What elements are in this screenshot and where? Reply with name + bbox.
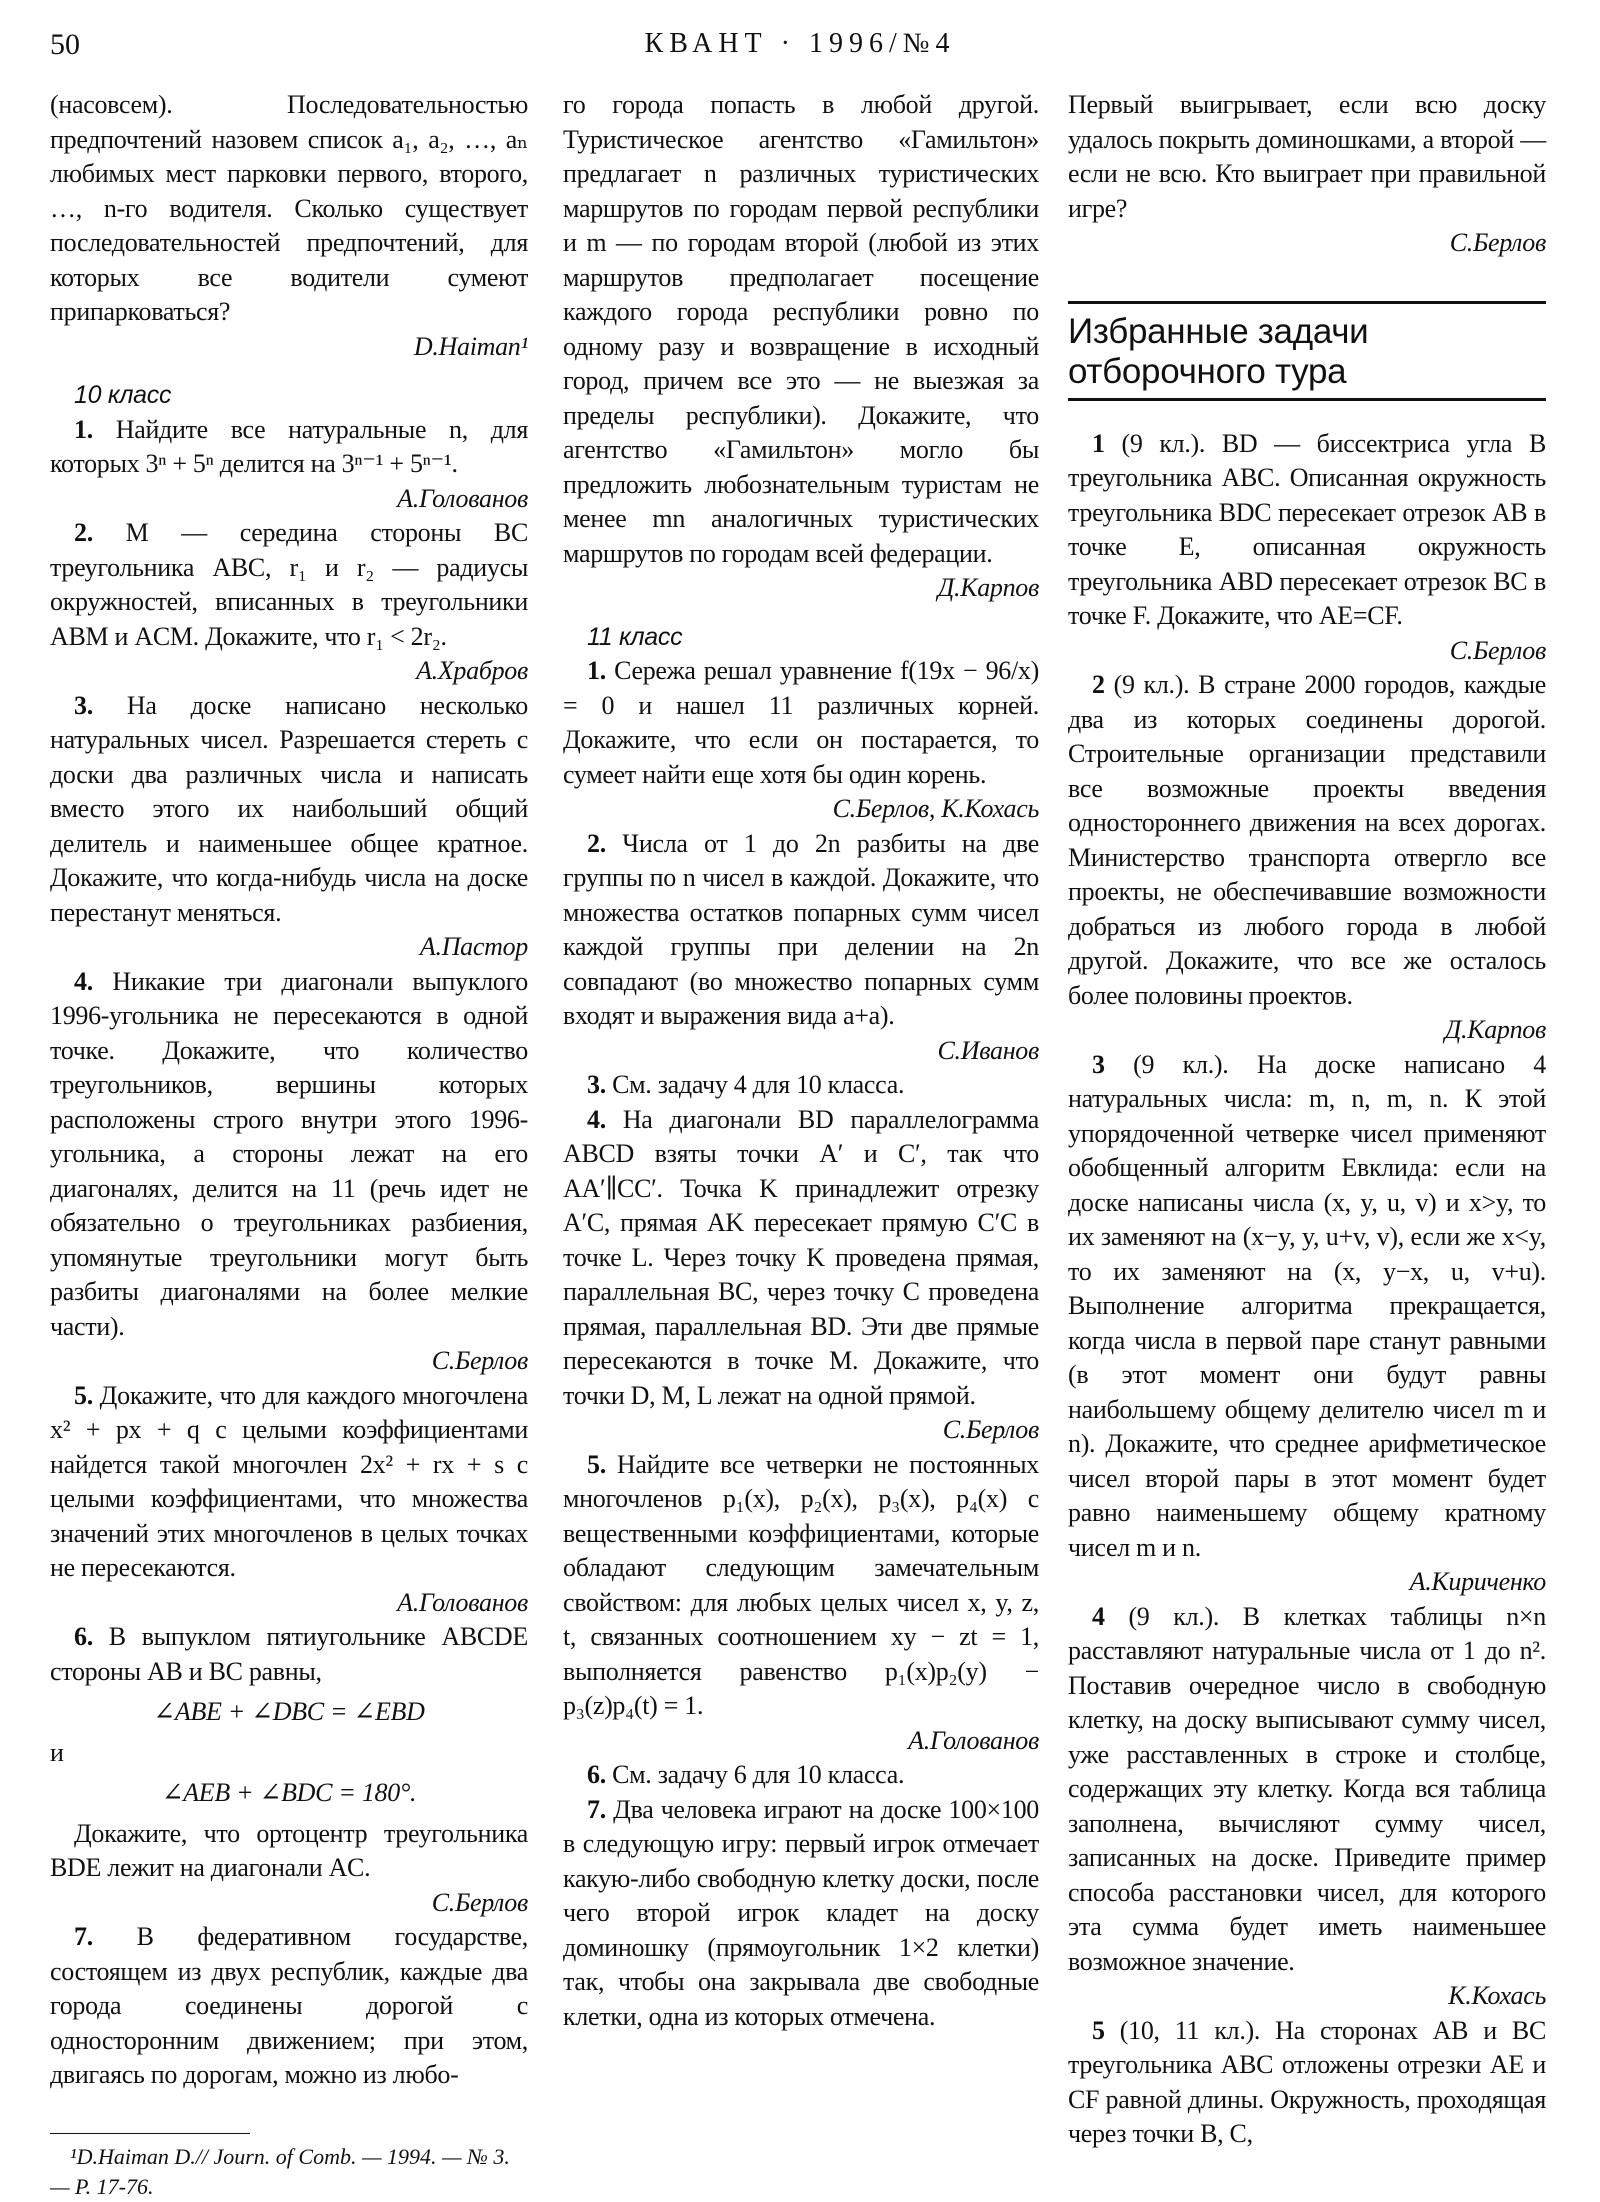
author: К.Кохась	[1448, 1981, 1546, 2010]
problem-text: (насовсем). Последовательностью предпочтений назовем список a₁, a₂, …, aₙ любимых мест парковки первого, второго, …, n-го водителя. Сколько существует последовательностей предпочтений, для которых все водители сумеют припарковаться?	[50, 90, 528, 326]
problem	[50, 1379, 528, 1586]
problem	[50, 1620, 528, 1689]
problem	[563, 1068, 1039, 1103]
problem-number: 1.	[74, 414, 93, 444]
problem-number: 1.	[587, 656, 606, 685]
problem-number: 6.	[587, 1760, 606, 1789]
author: С.Берлов	[431, 1887, 528, 1917]
problem-text: Первый выигрывает, если всю доску удалось покрыть доминошками, а второй — если не всю. Кто выиграет при правильной игре?	[1068, 90, 1546, 223]
heading: 11 класс	[587, 622, 683, 651]
problem	[563, 1103, 1039, 1414]
problem-number: 5	[1092, 2015, 1105, 2045]
author: А.Пастор	[419, 932, 528, 961]
author: С.Иванов	[937, 1035, 1039, 1065]
problem-number: 7.	[74, 1922, 93, 1951]
problem	[1068, 2014, 1546, 2152]
footnote-divider	[50, 2133, 250, 2134]
author: Д.Карпов	[1444, 1015, 1546, 1044]
problem-number: 2.	[74, 518, 93, 547]
problem-text: (9 кл.). В стране 2000 городов, каждые два из которых соединены дорогой. Строительные организации представили все возможные проекты введения одностороннего движения на всех дорогах. Министерство транспорта отвергло все проекты, не обеспечивавшие возможности добраться из любого города в любой другой. Докажите, что все же осталось более половины проектов.	[1068, 670, 1546, 1010]
author: А.Голованов	[397, 483, 528, 513]
problem-text: го города попасть в любой другой. Туристическое агентство «Гамильтон» предлагает n различных туристических маршрутов по городам первой республики и m — по городам второй (любой из этих маршрутов предполагает посещение каждого города республики ровно по одному разу и возвращение в исходный город, причем все это — не выезжая за пределы республики). Докажите, что агентство «Гамильтон» могло бы предложить любознательным туристам не менее mn аналогичных туристических маршрутов по городам всей федерации.	[563, 90, 1039, 568]
column-middle	[563, 88, 1039, 2034]
paragraph	[50, 1817, 528, 1886]
problem-number: 3	[1092, 1049, 1105, 1079]
problem-number: 2.	[587, 828, 606, 858]
problem	[1068, 427, 1546, 634]
paragraph	[563, 88, 1039, 571]
problem-number: 7.	[587, 1794, 606, 1824]
author: С.Берлов	[1449, 635, 1546, 665]
problem-text: На диагонали BD параллелограмма ABCD взяты точки A′ и C′, так что AA′∥CC′. Точка K принадлежит отрезку A′C, прямая AK пересекает прямую C′C в точке L. Через точку K проведена прямая, параллельная BC, через точку C проведена прямая, параллельная BD. Эти две прямые пересекаются в точке M. Докажите, что точки D, M, L лежат на одной прямой.	[563, 1104, 1039, 1410]
author: D.Haiman¹	[413, 331, 528, 361]
problem-text: и	[50, 1737, 64, 1767]
author: С.Берлов	[942, 1415, 1039, 1444]
problem-number: 4.	[587, 1104, 606, 1134]
problem-text: (10, 11 кл.). На сторонах AB и BC треугольника ABC отложены отрезки AE и CF равной длины. Окружность, проходящая через точки B, C,	[1068, 2015, 1546, 2148]
author: А.Голованов	[908, 1725, 1039, 1755]
column-right	[1068, 88, 1546, 2152]
problem-number: 1	[1092, 428, 1105, 458]
paragraph	[50, 1736, 528, 1771]
problem-number: 3.	[587, 1070, 606, 1099]
formula: ∠ABE + ∠DBC = ∠EBD	[153, 1697, 425, 1726]
problem	[50, 1920, 528, 2093]
problem	[1068, 1048, 1546, 1566]
problem-text: Сережа решал уравнение f(19x − 96/x) = 0 и нашел 11 различных корней. Докажите, что если он постарается, то сумеет найти еще хотя бы один корень.	[563, 656, 1039, 789]
problem-text: (9 кл.). BD — биссектриса угла B треугольника ABC. Описанная окружность треугольника BDC пересекает отрезок AB в точке E, описанная окружность треугольника ABD пересекает отрезок BC в точке F. Докажите, что AE=CF.	[1068, 428, 1546, 630]
author: С.Берлов	[1449, 228, 1546, 257]
problem-number: 2	[1092, 670, 1105, 699]
author: Д.Карпов	[937, 573, 1039, 602]
column-left	[50, 88, 528, 2202]
problem-text: См. задачу 4 для 10 класса.	[605, 1070, 905, 1099]
problem	[563, 1758, 1039, 1793]
problem-text: Докажите, что ортоцентр треугольника BDE лежит на диагонали AC.	[50, 1818, 528, 1882]
problem-number: 5.	[587, 1449, 606, 1479]
problem-number: 3.	[74, 690, 93, 720]
problem-text: Найдите все натуральные n, для которых 3ⁿ + 5ⁿ делится на 3ⁿ⁻¹ + 5ⁿ⁻¹.	[50, 414, 528, 478]
formula: ∠AEB + ∠BDC = 180°.	[161, 1778, 417, 1807]
problem	[563, 827, 1039, 1034]
problem-text: (9 кл.). В клетках таблицы n×n расставляют натуральные числа от 1 до n². Поставив очередное число в свободную клетку, на доску выписывают сумму чисел, уже расставленных в строке и столбце, содержащих эту клетку. Когда вся таблица заполнена, вычисляют сумму чисел, записанных на доске. Приведите пример способа расстановки чисел, для которого эта сумма будет иметь наименьшее возможное значение.	[1068, 1601, 1546, 1976]
footnote: ¹D.Haiman D.// Journ. of Comb. — 1994. — № 3. — P. 17-76.	[50, 2143, 510, 2199]
problem-text: Числа от 1 до 2n разбиты на две группы по n чисел в каждой. Докажите, что множества остатков попарных сумм чисел каждой группы при делении на 2n совпадают (во множество попарных сумм входят и выражения вида a+a).	[563, 828, 1039, 1030]
problem	[1068, 1600, 1546, 1980]
problem	[563, 1448, 1039, 1724]
problem-text: (9 кл.). На доске написано 4 натуральных числа: m, n, m, n. К этой упорядоченной четверке чисел применяют обобщенный алгоритм Евклида: если на доске написаны числа (x, y, u, v) и x>y, то их заменяют на (x−y, y, u+v, v), если же x<y, то их заменяют на (x, y−x, u, v+u). Выполнение алгоритма прекращается, когда числа в первой паре станут равными (в этот момент они будут равны наибольшему общему делителю чисел m и n). Докажите, что среднее арифметическое чисел второй пары в этот момент будет равно наименьшему общему кратному чисел m и n.	[1068, 1049, 1546, 1562]
problem-number: 6.	[74, 1622, 93, 1651]
problem-text: Два человека играют на доске 100×100 в следующую игру: первый игрок отмечает какую-либо свободную клетку доски, после чего второй игрок кладет на доску доминошку (прямоугольник 1×2 клетки) так, чтобы она закрывала две свободные клетки, одна из которых отмечена.	[563, 1794, 1039, 2031]
problem	[563, 654, 1039, 792]
problem	[563, 1793, 1039, 2035]
running-head: КВАНТ · 1996/№4	[644, 28, 956, 59]
problem-text: Докажите, что для каждого многочлена x² + px + q с целыми коэффициентами найдется такой многочлен 2x² + rx + s с целыми коэффициентами, что множества значений этих многочленов в целых точках не пересекаются.	[50, 1380, 528, 1582]
problem-text: В федеративном государстве, состоящем из двух республик, каждые два города соединены дорогой с односторонним движением; при этом, двигаясь по дорогам, можно из любо-	[50, 1922, 528, 2089]
problem-text: Никакие три диагонали выпуклого 1996-угольника не пересекаются в одной точке. Докажите, что количество треугольников, вершины которых расположены строго внутри этого 1996-угольника, а стороны лежат на его диагоналях, делится на 11 (речь идет не обязательно о треугольниках разбиения, упомянутые треугольники могут быть разбиты диагоналями на более мелкие части).	[50, 966, 528, 1341]
problem	[50, 965, 528, 1345]
problem	[50, 689, 528, 931]
page-number: 50	[50, 28, 80, 61]
paragraph	[1068, 88, 1546, 226]
problem-number: 4.	[74, 966, 93, 996]
author: А.Храбров	[416, 656, 528, 685]
problem-number: 5.	[74, 1380, 93, 1410]
author: А.Кириченко	[1409, 1567, 1546, 1596]
problem-text: В выпуклом пятиугольнике ABCDE стороны AB и BC равны,	[50, 1622, 528, 1686]
problem	[50, 516, 528, 654]
problem-text: M — середина стороны BC треугольника ABC, r₁ и r₂ — радиусы окружностей, вписанных в треугольники ABM и ACM. Докажите, что r₁ < 2r₂.	[50, 518, 528, 651]
problem-text: На доске написано несколько натуральных чисел. Разрешается стереть с доски два различных числа и написать вместо этого их наибольший общий делитель и наименьшее общее кратное. Докажите, что когда-нибудь числа на доске перестанут меняться.	[50, 690, 528, 927]
problem	[50, 413, 528, 482]
paragraph	[50, 88, 528, 330]
problem-text: См. задачу 6 для 10 класса.	[605, 1760, 905, 1789]
author: С.Берлов	[431, 1346, 528, 1375]
problem-number: 4	[1092, 1601, 1105, 1631]
author: С.Берлов, К.Кохась	[832, 794, 1039, 823]
problem	[1068, 668, 1546, 1013]
author: А.Голованов	[397, 1587, 528, 1617]
section-title: Избранные задачи отборочного тура	[1068, 301, 1546, 401]
heading: 10 класс	[74, 381, 172, 409]
footnote-block	[50, 2133, 528, 2202]
problem-text: Найдите все четверки не постоянных многочленов p₁(x), p₂(x), p₃(x), p₄(x) с вещественными коэффициентами, которые обладают следующим замечательным свойством: для любых целых чисел x, y, z, t, связанных соотношением xy − zt = 1, выполняется равенство p₁(x)p₂(y) − p₃(z)p₄(t) = 1.	[563, 1449, 1039, 1720]
